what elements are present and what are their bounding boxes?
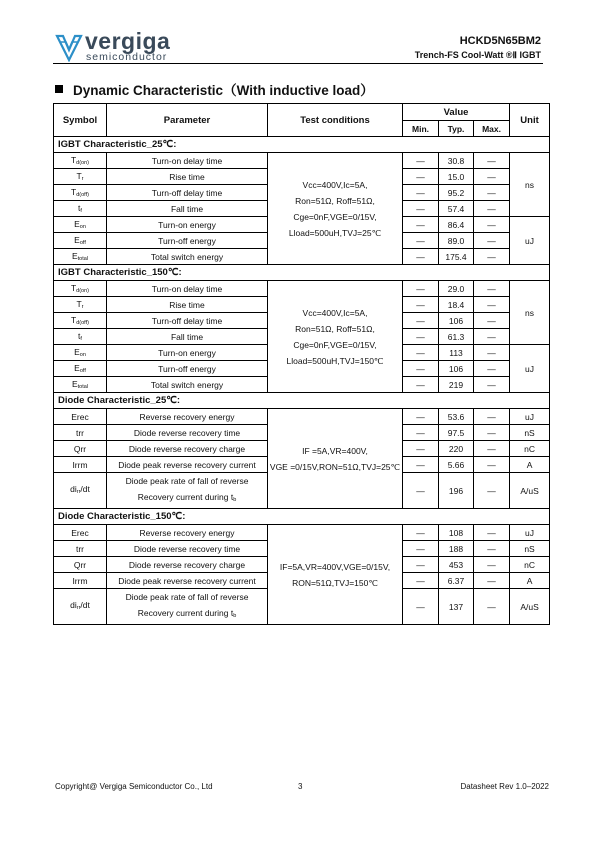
unit-cell: A/uS — [510, 473, 550, 509]
product-subtitle: Trench-FS Cool-Watt ®Ⅱ IGBT — [414, 50, 541, 60]
min-cell: — — [403, 233, 439, 249]
max-cell: — — [474, 425, 510, 441]
condition-line: Vcc=400V,Ic=5A, — [302, 307, 368, 318]
section-igbt-25c: IGBT Characteristic_25℃: — [54, 137, 550, 153]
max-cell: — — [474, 377, 510, 393]
footer-page-number: 3 — [298, 782, 303, 791]
min-cell: — — [403, 557, 439, 573]
part-number: HCKD5N65BM2 — [459, 35, 541, 47]
max-cell: — — [474, 233, 510, 249]
unit-cell: nC — [510, 557, 550, 573]
unit-cell: uJ — [510, 345, 550, 393]
parameter-cell: Diode reverse recovery time — [107, 425, 268, 441]
symbol-cell: $E_{off}$ — [54, 361, 107, 377]
symbol-cell: $E_{on}$ — [54, 345, 107, 361]
typ-cell: 97.5 — [439, 425, 474, 441]
parameter-cell: Turn-on delay time — [107, 281, 268, 297]
test-conditions-cell — [268, 525, 403, 625]
parameter-cell: Turn-on energy — [107, 345, 268, 361]
parameter-cell: Reverse recovery energy — [107, 525, 268, 541]
symbol-cell: Irrm — [54, 457, 107, 473]
unit-cell: nS — [510, 425, 550, 441]
max-cell: — — [474, 329, 510, 345]
header-divider — [53, 63, 543, 64]
symbol-cell: $di_{rr}/dt$ — [54, 473, 107, 509]
min-cell: — — [403, 185, 439, 201]
min-cell: — — [403, 441, 439, 457]
symbol-cell: Irrm — [54, 573, 107, 589]
typ-cell: 61.3 — [439, 329, 474, 345]
typ-cell: 57.4 — [439, 201, 474, 217]
max-cell: — — [474, 473, 510, 509]
parameter-cell: Total switch energy — [107, 249, 268, 265]
typ-cell: 220 — [439, 441, 474, 457]
max-cell: — — [474, 557, 510, 573]
min-cell: — — [403, 525, 439, 541]
typ-cell: 453 — [439, 557, 474, 573]
symbol-cell: Qrr — [54, 557, 107, 573]
symbol-cell: $T_{d(on)}$ — [54, 153, 107, 169]
max-cell: — — [474, 185, 510, 201]
typ-cell: 188 — [439, 541, 474, 557]
header-test-conditions: Test conditions — [268, 104, 403, 137]
symbol-cell: $E_{total}$ — [54, 377, 107, 393]
parameter-cell: Rise time — [107, 169, 268, 185]
vergiga-logo — [55, 30, 185, 62]
symbol-cell: Qrr — [54, 441, 107, 457]
parameter-cell: Diode reverse recovery charge — [107, 441, 268, 457]
max-cell: — — [474, 541, 510, 557]
header-min: Min. — [403, 121, 439, 137]
unit-cell: A/uS — [510, 589, 550, 625]
header-parameter: Parameter — [107, 104, 268, 137]
min-cell: — — [403, 409, 439, 425]
parameter-cell: Turn-on delay time — [107, 153, 268, 169]
max-cell: — — [474, 441, 510, 457]
max-cell: — — [474, 409, 510, 425]
typ-cell: 29.0 — [439, 281, 474, 297]
section-igbt-150c: IGBT Characteristic_150℃: — [54, 265, 550, 281]
parameter-cell: Turn-off delay time — [107, 313, 268, 329]
condition-line: Lload=500uH,TVJ=25℃ — [288, 227, 382, 238]
test-conditions-cell — [268, 153, 403, 265]
typ-cell: 53.6 — [439, 409, 474, 425]
min-cell: — — [403, 361, 439, 377]
table-row — [54, 525, 550, 541]
symbol-cell: $E_{total}$ — [54, 249, 107, 265]
unit-cell: A — [510, 457, 550, 473]
symbol-cell: $T_{d(off)}$ — [54, 313, 107, 329]
symbol-cell: trr — [54, 425, 107, 441]
min-cell: — — [403, 201, 439, 217]
dynamic-characteristic-table — [53, 103, 550, 625]
min-cell: — — [403, 153, 439, 169]
typ-cell: 18.4 — [439, 297, 474, 313]
min-cell: — — [403, 249, 439, 265]
parameter-cell: Turn-on energy — [107, 217, 268, 233]
header-typ: Typ. — [439, 121, 474, 137]
symbol-cell: $T_{d(off)}$ — [54, 185, 107, 201]
section-diode-150c: Diode Characteristic_150℃: — [54, 509, 550, 525]
parameter-cell: Turn-off delay time — [107, 185, 268, 201]
min-cell: — — [403, 589, 439, 625]
typ-cell: 95.2 — [439, 185, 474, 201]
max-cell: — — [474, 589, 510, 625]
section-title — [55, 79, 374, 99]
logo-mark-icon — [55, 32, 83, 62]
max-cell: — — [474, 297, 510, 313]
condition-line: Lload=500uH,TVJ=150℃ — [286, 355, 384, 366]
condition-line: IF =5A,VR=400V, — [302, 445, 368, 456]
table-row — [54, 409, 550, 425]
max-cell: — — [474, 201, 510, 217]
min-cell: — — [403, 573, 439, 589]
max-cell: — — [474, 457, 510, 473]
unit-cell: uJ — [510, 525, 550, 541]
min-cell: — — [403, 281, 439, 297]
logo-tagline: semiconductor — [86, 51, 168, 63]
parameter-line: Recovery current during $t_b$ — [137, 492, 237, 503]
min-cell: — — [403, 473, 439, 509]
min-cell: — — [403, 345, 439, 361]
unit-cell: nC — [510, 441, 550, 457]
symbol-cell: $t_f$ — [54, 329, 107, 345]
parameter-line: Diode peak rate of fall of reverse — [125, 476, 249, 486]
min-cell: — — [403, 425, 439, 441]
parameter-cell: Total switch energy — [107, 377, 268, 393]
max-cell: — — [474, 313, 510, 329]
typ-cell: 175.4 — [439, 249, 474, 265]
parameter-cell: Rise time — [107, 297, 268, 313]
symbol-cell: $E_{on}$ — [54, 217, 107, 233]
typ-cell: 108 — [439, 525, 474, 541]
parameter-line: Recovery current during $t_b$ — [137, 608, 237, 619]
table-row — [54, 153, 550, 169]
min-cell: — — [403, 313, 439, 329]
parameter-cell — [107, 473, 268, 509]
unit-cell: uJ — [510, 217, 550, 265]
min-cell: — — [403, 217, 439, 233]
min-cell: — — [403, 297, 439, 313]
condition-line: Cge=0nF,VGE=0/15V, — [293, 339, 377, 350]
parameter-cell: Diode reverse recovery charge — [107, 557, 268, 573]
footer-revision: Datasheet Rev 1.0–2022 — [460, 782, 549, 791]
parameter-cell: Diode peak reverse recovery current — [107, 457, 268, 473]
max-cell: — — [474, 345, 510, 361]
typ-cell: 106 — [439, 313, 474, 329]
test-conditions-cell — [268, 281, 403, 393]
min-cell: — — [403, 377, 439, 393]
typ-cell: 30.8 — [439, 153, 474, 169]
parameter-cell: Diode peak reverse recovery current — [107, 573, 268, 589]
condition-line: IF=5A,VR=400V,VGE=0/15V, — [279, 561, 391, 572]
condition-line: Vcc=400V,Ic=5A, — [302, 179, 368, 190]
typ-cell: 6.37 — [439, 573, 474, 589]
symbol-cell: trr — [54, 541, 107, 557]
symbol-cell: $T_r$ — [54, 297, 107, 313]
typ-cell: 5.66 — [439, 457, 474, 473]
unit-cell: ns — [510, 153, 550, 217]
table-header-row — [54, 104, 550, 121]
max-cell: — — [474, 281, 510, 297]
unit-cell: A — [510, 573, 550, 589]
unit-cell: uJ — [510, 409, 550, 425]
symbol-cell: $E_{off}$ — [54, 233, 107, 249]
typ-cell: 219 — [439, 377, 474, 393]
parameter-cell — [107, 589, 268, 625]
max-cell: — — [474, 249, 510, 265]
unit-cell: ns — [510, 281, 550, 345]
symbol-cell: $di_{rr}/dt$ — [54, 589, 107, 625]
typ-cell: 137 — [439, 589, 474, 625]
parameter-line: Diode peak rate of fall of reverse — [125, 592, 249, 602]
section-diode-25c: Diode Characteristic_25℃: — [54, 393, 550, 409]
symbol-cell: $T_r$ — [54, 169, 107, 185]
footer-copyright: Copyright@ Vergiga Semiconductor Co., Ltd — [55, 782, 213, 791]
max-cell: — — [474, 217, 510, 233]
logo-wordmark: vergiga — [85, 28, 171, 54]
min-cell: — — [403, 541, 439, 557]
typ-cell: 15.0 — [439, 169, 474, 185]
parameter-cell: Reverse recovery energy — [107, 409, 268, 425]
section-title-text: Dynamic Characteristic（With inductive load） — [73, 83, 374, 98]
parameter-cell: Fall time — [107, 201, 268, 217]
symbol-cell: Erec — [54, 525, 107, 541]
typ-cell: 196 — [439, 473, 474, 509]
header-value: Value — [403, 104, 510, 121]
parameter-cell: Turn-off energy — [107, 233, 268, 249]
parameter-cell: Turn-off energy — [107, 361, 268, 377]
condition-line: RON=51Ω,TVJ=150℃ — [292, 577, 378, 588]
parameter-cell: Fall time — [107, 329, 268, 345]
page-header — [55, 28, 541, 64]
typ-cell: 89.0 — [439, 233, 474, 249]
typ-cell: 86.4 — [439, 217, 474, 233]
condition-line: Ron=51Ω, Roff=51Ω, — [295, 195, 375, 206]
header-max: Max. — [474, 121, 510, 137]
parameter-cell: Diode reverse recovery time — [107, 541, 268, 557]
condition-line: Cge=0nF,VGE=0/15V, — [293, 211, 377, 222]
min-cell: — — [403, 457, 439, 473]
symbol-cell: Erec — [54, 409, 107, 425]
min-cell: — — [403, 329, 439, 345]
max-cell: — — [474, 153, 510, 169]
test-conditions-cell — [268, 409, 403, 509]
condition-line: Ron=51Ω, Roff=51Ω, — [295, 323, 375, 334]
min-cell: — — [403, 169, 439, 185]
square-bullet-icon — [55, 85, 63, 93]
condition-line: VGE =0/15V,RON=51Ω,TVJ=25℃ — [269, 461, 401, 472]
max-cell: — — [474, 525, 510, 541]
typ-cell: 106 — [439, 361, 474, 377]
table-row — [54, 281, 550, 297]
unit-cell: nS — [510, 541, 550, 557]
symbol-cell: $t_f$ — [54, 201, 107, 217]
typ-cell: 113 — [439, 345, 474, 361]
max-cell: — — [474, 573, 510, 589]
max-cell: — — [474, 169, 510, 185]
max-cell: — — [474, 361, 510, 377]
symbol-cell: $T_{d(on)}$ — [54, 281, 107, 297]
header-unit: Unit — [510, 104, 550, 137]
header-symbol: Symbol — [54, 104, 107, 137]
